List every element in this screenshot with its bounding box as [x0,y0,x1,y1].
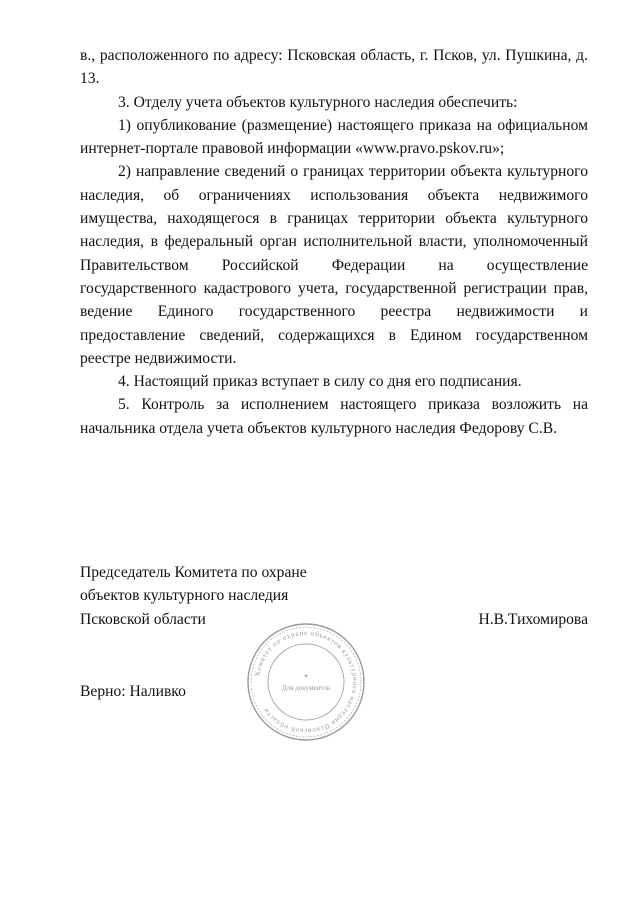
seal-outer-ring [248,624,364,740]
paragraph-address: в., расположенного по адресу: Псковская область, г. Псков, ул. Пушкина, д. 13. [80,47,588,88]
document-body [80,44,588,440]
signature-title-line-1: Председатель Комитета по охране [80,564,307,581]
paragraph-item-3: 3. Отделу учета объектов культурного наследия обеспечить: [118,93,518,111]
paragraph-item-4: 4. Настоящий приказ вступает в силу со дня его подписания. [118,373,522,391]
paragraph-item-3-2: 2) направление сведений о границах территории объекта культурного наследия, об ограничениях использования объекта недвижимого имущества, находящегося в границах территории объекта культурного наследия, в федеральный орган исполнительной власти, уполномоченный Правительством Российской Федерации на осуществление государственного кадастрового учета, государственной регистрации прав, ведение Единого государственного реестра недвижимости и предоставление сведений, содержащихся в Едином государственном реестре недвижимости. [80,163,588,367]
signature-title-line-3: Псковской области [80,610,206,628]
seal-center-text: Для документов [281,684,331,692]
seal-graphic [244,620,368,744]
signature-title-line-2: объектов культурного наследия [80,587,289,605]
paragraph-item-5: 5. Контроль за исполнением настоящего приказа возложить на начальника отдела учета объектов культурного наследия Федорову С.В. [80,396,588,437]
seal-inner-ring [268,644,344,720]
official-seal [244,620,368,744]
signer-name: Н.В.Тихомирова [478,610,588,628]
seal-ring-text: Комитет по охране объектов культурного наследия Псковской области [253,628,360,736]
seal-center-emblem: ✦ [303,674,309,680]
paragraph-item-3-1: 1) опубликование (размещение) настоящего приказа на официальном интернет-портале правовой информации «www.pravo.pskov.ru»; [80,116,588,158]
certified-copy-note: Верно: Наливко [80,683,186,700]
